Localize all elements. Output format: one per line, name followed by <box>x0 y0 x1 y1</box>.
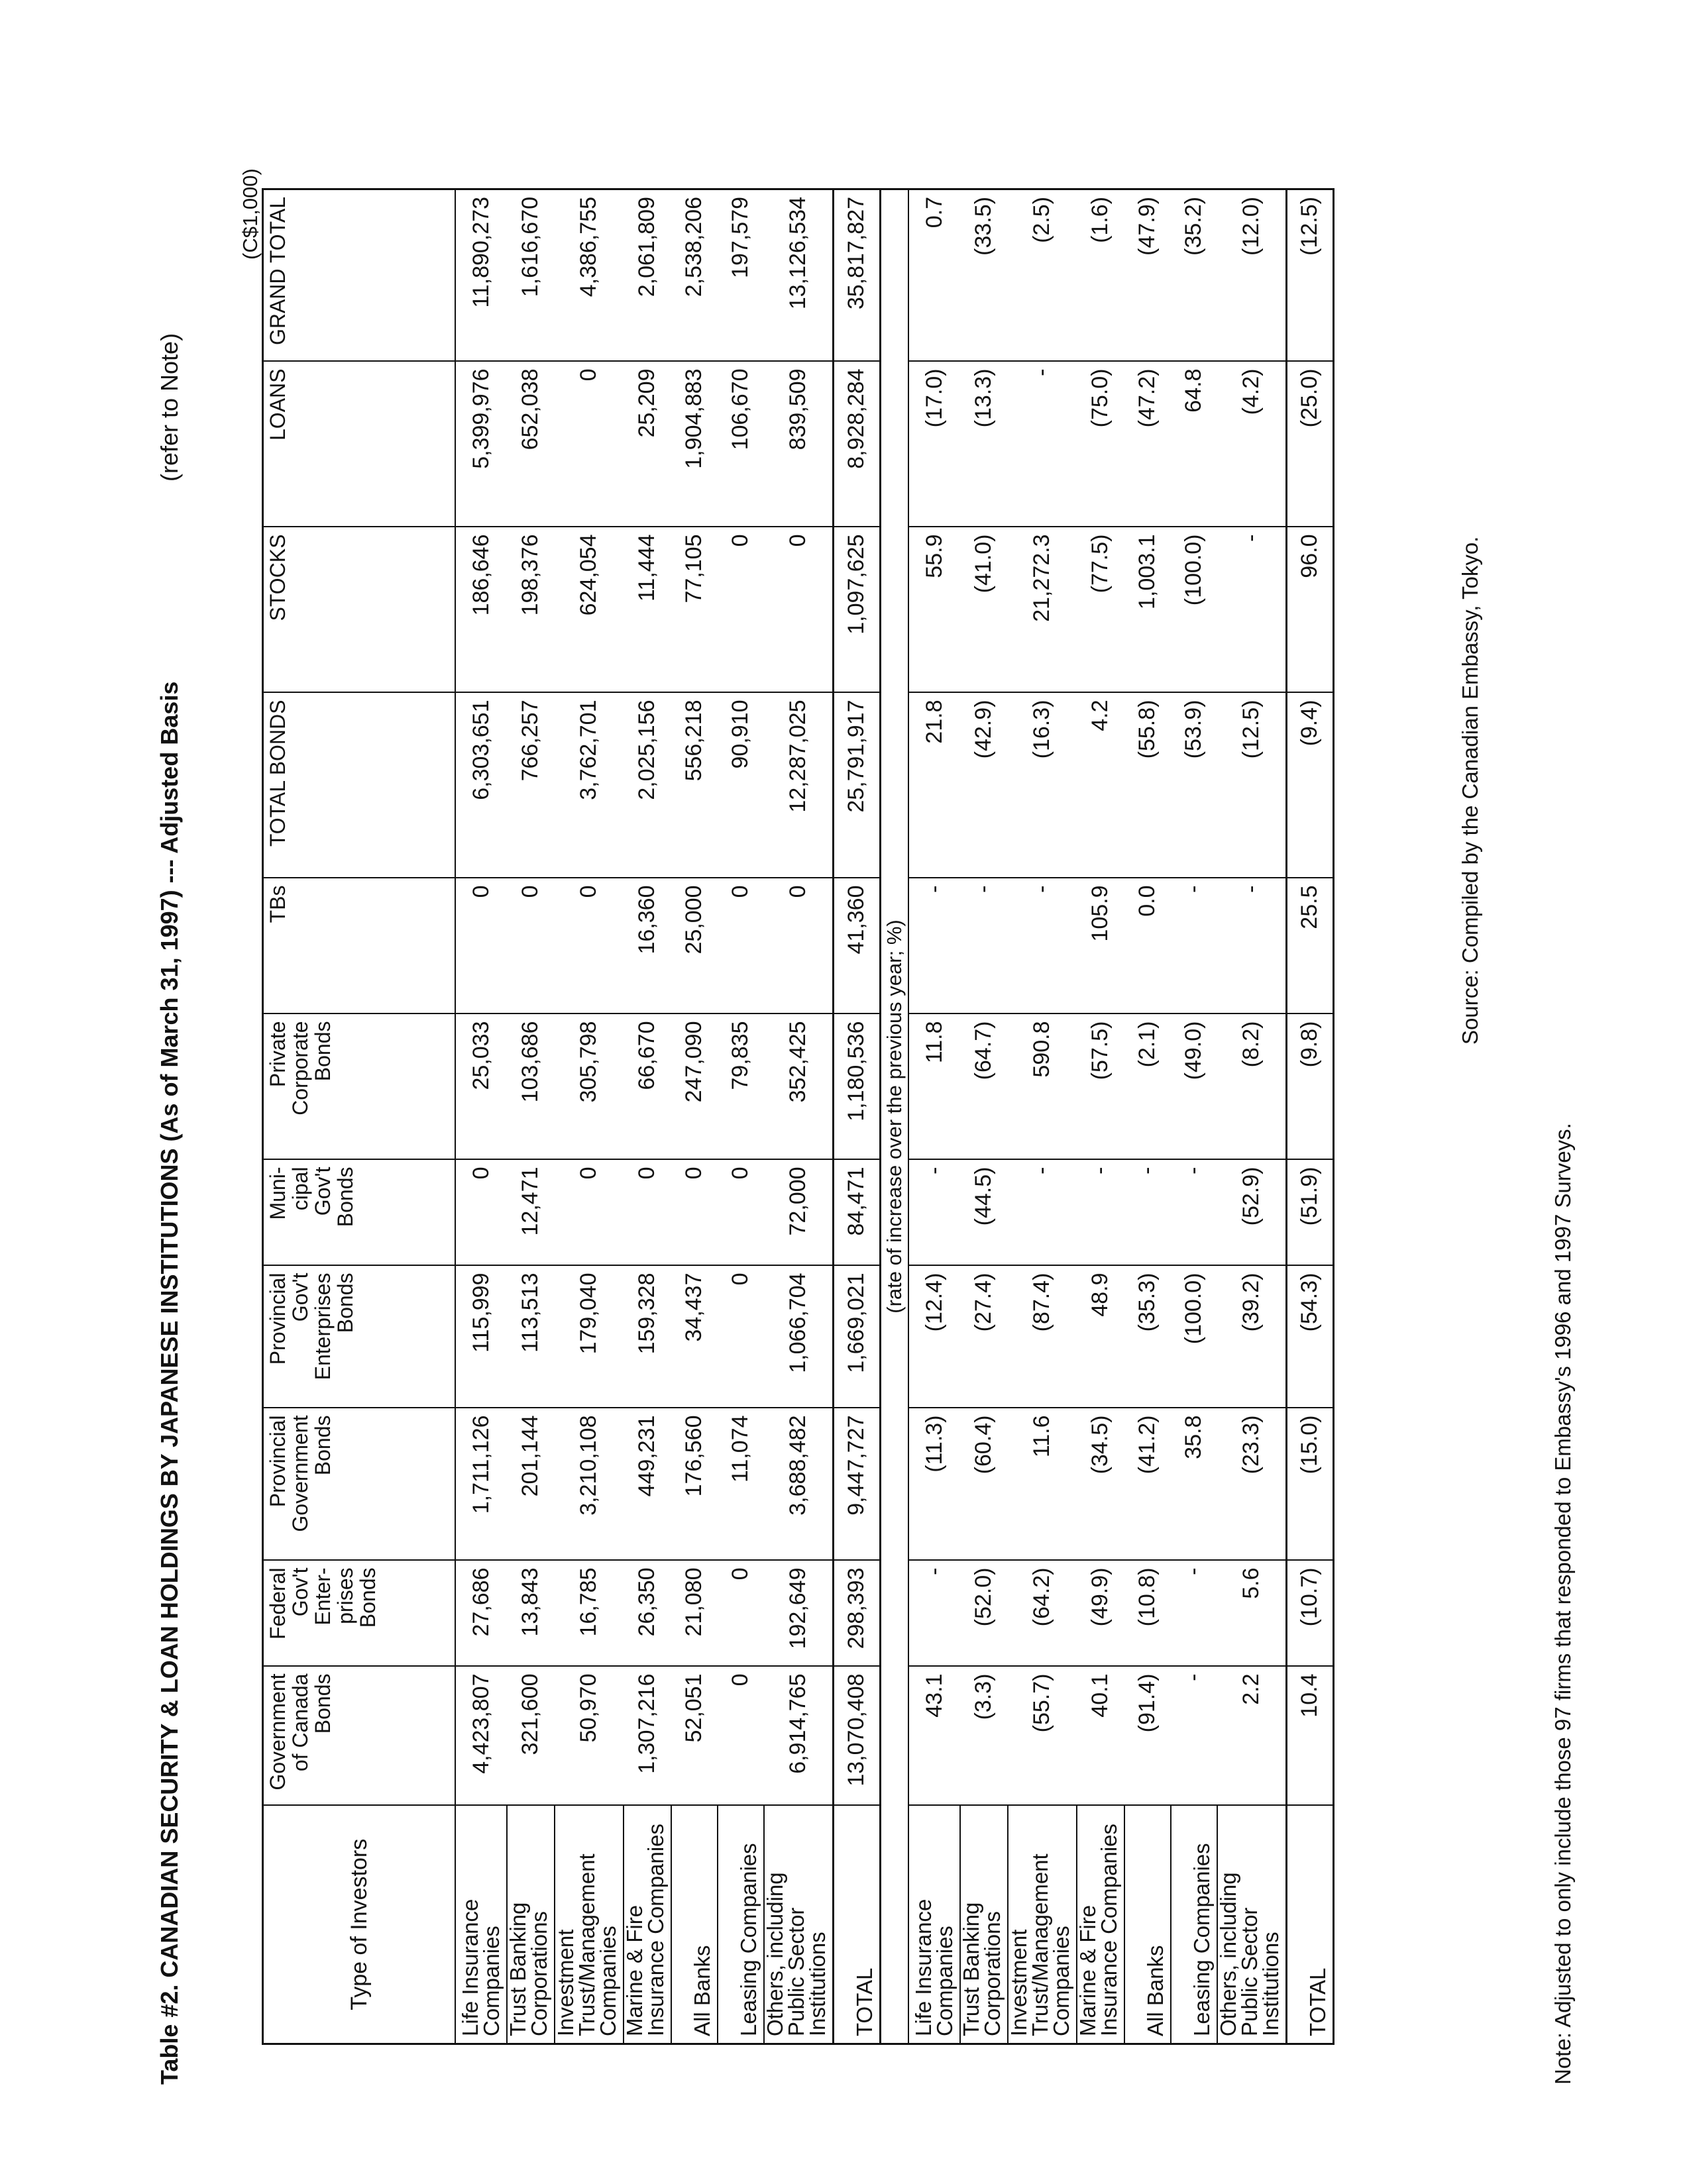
table-cell: 6,914,765 <box>764 1667 834 1806</box>
table-cell: (15.0) <box>1286 1408 1333 1561</box>
table-cell: (41.0) <box>960 527 1008 693</box>
table-cell: (54.3) <box>1286 1266 1333 1408</box>
table-cell: - <box>1077 1160 1124 1266</box>
table-cell: 0 <box>718 1160 764 1266</box>
table-cell: 5,399,976 <box>455 362 507 527</box>
table-cell: 25.5 <box>1286 878 1333 1014</box>
table-cell: 35.8 <box>1171 1408 1217 1561</box>
table-cell: 0 <box>764 878 834 1014</box>
table-cell: 652,038 <box>507 362 555 527</box>
table-cell: (42.9) <box>960 693 1008 878</box>
table-row <box>908 189 960 2044</box>
table-cell: 3,688,482 <box>764 1408 834 1561</box>
table-cell: (39.2) <box>1217 1266 1287 1408</box>
table-cell: 25,033 <box>455 1014 507 1160</box>
table-cell: - <box>908 1160 960 1266</box>
table-cell: 34,437 <box>671 1266 718 1408</box>
total-row <box>1286 189 1333 2044</box>
investor-label: TOTAL <box>833 1806 880 2044</box>
investor-label: Trust Banking Corporations <box>507 1806 555 2044</box>
table-cell: 21.8 <box>908 693 960 878</box>
table-row <box>455 189 507 2044</box>
table-cell: - <box>1008 1160 1077 1266</box>
table-cell: 5.6 <box>1217 1561 1287 1667</box>
table-cell: (16.3) <box>1008 693 1077 878</box>
note-reference: (refer to Note) <box>156 333 183 482</box>
investor-label: All Banks <box>671 1806 718 2044</box>
table-cell: (25.0) <box>1286 362 1333 527</box>
table-cell: 0 <box>455 1160 507 1266</box>
investor-label: Marine & Fire Insurance Companies <box>624 1806 671 2044</box>
table-cell: (44.5) <box>960 1160 1008 1266</box>
table-cell: 6,303,651 <box>455 693 507 878</box>
col-header-tbs: TBs <box>263 878 455 1014</box>
table-cell: - <box>908 878 960 1014</box>
investor-label: Investment Trust/Management Companies <box>555 1806 624 2044</box>
table-cell: 247,090 <box>671 1014 718 1160</box>
table-cell: (53.9) <box>1171 693 1217 878</box>
table-cell: (35.3) <box>1124 1266 1171 1408</box>
col-header-federal-enterprises: Federal Gov't Enter-prises Bonds <box>263 1561 455 1667</box>
col-header-loans: LOANS <box>263 362 455 527</box>
table-cell: (27.4) <box>960 1266 1008 1408</box>
investor-label: Others, including Public Sector Institutions <box>764 1806 834 2044</box>
table-cell: (64.2) <box>1008 1561 1077 1667</box>
table-cell: 10.4 <box>1286 1667 1333 1806</box>
table-cell: 11,444 <box>624 527 671 693</box>
table-cell: (41.2) <box>1124 1408 1171 1561</box>
table-cell: 13,126,534 <box>764 189 834 362</box>
table-cell: (64.7) <box>960 1014 1008 1160</box>
table-cell: 0 <box>718 527 764 693</box>
table-cell: (11.3) <box>908 1408 960 1561</box>
table-cell: 79,835 <box>718 1014 764 1160</box>
table-cell: 40.1 <box>1077 1667 1124 1806</box>
table-cell: 0 <box>624 1160 671 1266</box>
table-cell: - <box>1008 878 1077 1014</box>
table-cell: 1,904,883 <box>671 362 718 527</box>
table-row <box>718 189 764 2044</box>
table-cell: 298,393 <box>833 1561 880 1667</box>
table-cell: 21,080 <box>671 1561 718 1667</box>
table-cell: (47.9) <box>1124 189 1171 362</box>
table-cell: 1,616,670 <box>507 189 555 362</box>
table-cell: 4,423,807 <box>455 1667 507 1806</box>
adjustment-note: Note: Adjusted to only include those 97 firms that responded to Embassy's 1996 and 1997 Surveys. <box>1551 1123 1575 2085</box>
table-row <box>1077 189 1124 2044</box>
table-cell: 0 <box>555 878 624 1014</box>
investor-label: Leasing Companies <box>718 1806 764 2044</box>
table-cell: (8.2) <box>1217 1014 1287 1160</box>
table-cell: 11.6 <box>1008 1408 1077 1561</box>
table-cell: (52.0) <box>960 1561 1008 1667</box>
table-cell: (12.4) <box>908 1266 960 1408</box>
table-cell: 0 <box>555 362 624 527</box>
table-cell: 50,970 <box>555 1667 624 1806</box>
table-row <box>1124 189 1171 2044</box>
table-cell: 52,051 <box>671 1667 718 1806</box>
table-cell: 0 <box>671 1160 718 1266</box>
table-cell: 90,910 <box>718 693 764 878</box>
table-cell: 590.8 <box>1008 1014 1077 1160</box>
table-cell: 201,144 <box>507 1408 555 1561</box>
col-header-type: Type of Investors <box>263 1806 455 2044</box>
table-cell: 4,386,755 <box>555 189 624 362</box>
col-header-stocks: STOCKS <box>263 527 455 693</box>
investor-label: Others, including Public Sector Institutions <box>1217 1806 1287 2044</box>
investor-label: TOTAL <box>1286 1806 1333 2044</box>
table-cell: 1,097,625 <box>833 527 880 693</box>
table-cell: (33.5) <box>960 189 1008 362</box>
table-cell: 103,686 <box>507 1014 555 1160</box>
table-cell: 3,210,108 <box>555 1408 624 1561</box>
col-header-gov-canada: Government of Canada Bonds <box>263 1667 455 1806</box>
table-cell: 0 <box>718 1667 764 1806</box>
investor-label: Investment Trust/Management Companies <box>1008 1806 1077 2044</box>
investor-label: Leasing Companies <box>1171 1806 1217 2044</box>
table-cell: (49.0) <box>1171 1014 1217 1160</box>
table-cell: (17.0) <box>908 362 960 527</box>
table-cell: (1.6) <box>1077 189 1124 362</box>
table-cell: (49.9) <box>1077 1561 1124 1667</box>
table-cell: 1,180,536 <box>833 1014 880 1160</box>
table-row <box>764 189 834 2044</box>
table-row <box>1171 189 1217 2044</box>
table-cell: 13,843 <box>507 1561 555 1667</box>
col-header-grand-total: GRAND TOTAL <box>263 189 455 362</box>
table-cell: 198,376 <box>507 527 555 693</box>
table-cell: 35,817,827 <box>833 189 880 362</box>
table-cell: - <box>1171 1160 1217 1266</box>
table-cell: - <box>908 1561 960 1667</box>
table-cell: (52.9) <box>1217 1160 1287 1266</box>
table-cell: 77,105 <box>671 527 718 693</box>
table-cell: 0 <box>455 878 507 1014</box>
table-cell: 449,231 <box>624 1408 671 1561</box>
table-cell: (9.4) <box>1286 693 1333 878</box>
table-cell: 8,928,284 <box>833 362 880 527</box>
table-title <box>156 333 184 2085</box>
table-cell: 21,272.3 <box>1008 527 1077 693</box>
table-cell: 96.0 <box>1286 527 1333 693</box>
investor-label: Trust Banking Corporations <box>960 1806 1008 2044</box>
table-cell: 11,074 <box>718 1408 764 1561</box>
table-cell: - <box>1171 878 1217 1014</box>
table-cell: (77.5) <box>1077 527 1124 693</box>
table-row <box>507 189 555 2044</box>
table-cell: (10.8) <box>1124 1561 1171 1667</box>
table-cell: (23.3) <box>1217 1408 1287 1561</box>
table-cell: 0.7 <box>908 189 960 362</box>
table-cell: 9,447,727 <box>833 1408 880 1561</box>
table-cell: 0 <box>718 878 764 1014</box>
table-cell: 2.2 <box>1217 1667 1287 1806</box>
table-cell: 27,686 <box>455 1561 507 1667</box>
table-cell: (100.0) <box>1171 527 1217 693</box>
table-cell: (35.2) <box>1171 189 1217 362</box>
table-cell: - <box>1124 1160 1171 1266</box>
table-cell: 624,054 <box>555 527 624 693</box>
table-cell: 0.0 <box>1124 878 1171 1014</box>
table-cell: 0 <box>718 1561 764 1667</box>
table-row <box>555 189 624 2044</box>
table-cell: 105.9 <box>1077 878 1124 1014</box>
table-cell: (2.1) <box>1124 1014 1171 1160</box>
col-header-provincial-gov: Provincial Government Bonds <box>263 1408 455 1561</box>
table-cell: 179,040 <box>555 1266 624 1408</box>
table-cell: 305,798 <box>555 1014 624 1160</box>
table-cell: (2.5) <box>1008 189 1077 362</box>
table-cell: 72,000 <box>764 1160 834 1266</box>
table-cell: 4.2 <box>1077 693 1124 878</box>
table-cell: (47.2) <box>1124 362 1171 527</box>
source-note: Source: Compiled by the Canadian Embassy, Tokyo. <box>1458 536 1482 1045</box>
table-cell: 766,257 <box>507 693 555 878</box>
investor-label: Marine & Fire Insurance Companies <box>1077 1806 1124 2044</box>
table-cell: 12,471 <box>507 1160 555 1266</box>
table-cell: 159,328 <box>624 1266 671 1408</box>
table-cell: 41,360 <box>833 878 880 1014</box>
holdings-table <box>262 188 1335 2045</box>
table-cell: 176,560 <box>671 1408 718 1561</box>
col-header-provincial-enterprises: Provincial Gov't Enterprises Bonds <box>263 1266 455 1408</box>
table-cell: (13.3) <box>960 362 1008 527</box>
table-cell: (51.9) <box>1286 1160 1333 1266</box>
table-cell: - <box>1008 362 1077 527</box>
table-cell: 16,360 <box>624 878 671 1014</box>
table-cell: 26,350 <box>624 1561 671 1667</box>
table-cell: 13,070,408 <box>833 1667 880 1806</box>
unit-label: (C$1,000) <box>239 168 262 260</box>
table-cell: 48.9 <box>1077 1266 1124 1408</box>
table-cell: 186,646 <box>455 527 507 693</box>
table-cell: (75.0) <box>1077 362 1124 527</box>
rate-heading-row-cell: (rate of increase over the previous year; %) <box>880 189 908 2044</box>
table-cell: (60.4) <box>960 1408 1008 1561</box>
table-cell: 3,762,701 <box>555 693 624 878</box>
col-header-private-corporate: Private Corporate Bonds <box>263 1014 455 1160</box>
table-cell: 839,509 <box>764 362 834 527</box>
table-cell: 0 <box>507 878 555 1014</box>
header-row <box>263 189 455 2044</box>
table-row <box>1008 189 1077 2044</box>
table-cell: (9.8) <box>1286 1014 1333 1160</box>
table-cell: 106,670 <box>718 362 764 527</box>
table-row <box>671 189 718 2044</box>
table-row <box>960 189 1008 2044</box>
investor-label: Life Insurance Companies <box>908 1806 960 2044</box>
table-cell: (12.0) <box>1217 189 1287 362</box>
table-cell: - <box>1217 527 1287 693</box>
table-cell: 0 <box>718 1266 764 1408</box>
table-cell: 16,785 <box>555 1561 624 1667</box>
table-row <box>624 189 671 2044</box>
table-cell: 66,670 <box>624 1014 671 1160</box>
table-cell: 25,000 <box>671 878 718 1014</box>
col-header-municipal: Muni-cipal Gov't Bonds <box>263 1160 455 1266</box>
table-cell: 321,600 <box>507 1667 555 1806</box>
table-cell: (55.7) <box>1008 1667 1077 1806</box>
table-cell: 25,791,917 <box>833 693 880 878</box>
table-cell: - <box>960 878 1008 1014</box>
table-cell: 192,649 <box>764 1561 834 1667</box>
table-cell: (4.2) <box>1217 362 1287 527</box>
title-text: Table #2. CANADIAN SECURITY & LOAN HOLDINGS BY JAPANESE INSTITUTIONS (As of March 31, 1997) --- Adjusted Basis <box>156 681 183 2085</box>
table-cell: - <box>1171 1667 1217 1806</box>
table-cell: 84,471 <box>833 1160 880 1266</box>
table-cell: 1,669,021 <box>833 1266 880 1408</box>
table-cell: (55.8) <box>1124 693 1171 878</box>
table-cell: 0 <box>764 527 834 693</box>
table-cell: (3.3) <box>960 1667 1008 1806</box>
table-cell: 2,538,206 <box>671 189 718 362</box>
table-cell: 1,711,126 <box>455 1408 507 1561</box>
investor-label: Life Insurance Companies <box>455 1806 507 2044</box>
table-cell: 2,025,156 <box>624 693 671 878</box>
table-row <box>1217 189 1287 2044</box>
table-cell: (91.4) <box>1124 1667 1171 1806</box>
table-cell: (57.5) <box>1077 1014 1124 1160</box>
table-cell: 113,513 <box>507 1266 555 1408</box>
investor-label: All Banks <box>1124 1806 1171 2044</box>
table-cell: - <box>1217 878 1287 1014</box>
table-cell: 115,999 <box>455 1266 507 1408</box>
table-cell: - <box>1171 1561 1217 1667</box>
holdings-body <box>455 189 1334 2044</box>
table-cell: 1,066,704 <box>764 1266 834 1408</box>
col-header-total-bonds: TOTAL BONDS <box>263 693 455 878</box>
rate-heading-row <box>880 189 908 2044</box>
table-cell: 64.8 <box>1171 362 1217 527</box>
table-cell: 352,425 <box>764 1014 834 1160</box>
table-cell: (100.0) <box>1171 1266 1217 1408</box>
table-cell: (10.7) <box>1286 1561 1333 1667</box>
table-cell: (34.5) <box>1077 1408 1124 1561</box>
table-cell: 25,209 <box>624 362 671 527</box>
table-cell: 197,579 <box>718 189 764 362</box>
table-cell: 0 <box>555 1160 624 1266</box>
table-cell: 1,307,216 <box>624 1667 671 1806</box>
table-cell: 12,287,025 <box>764 693 834 878</box>
table-cell: 55.9 <box>908 527 960 693</box>
table-cell: 11.8 <box>908 1014 960 1160</box>
table-cell: 1,003.1 <box>1124 527 1171 693</box>
table-cell: 43.1 <box>908 1667 960 1806</box>
table-cell: 2,061,809 <box>624 189 671 362</box>
table-cell: 556,218 <box>671 693 718 878</box>
table-cell: (87.4) <box>1008 1266 1077 1408</box>
table-cell: (12.5) <box>1217 693 1287 878</box>
total-row <box>833 189 880 2044</box>
table-cell: (12.5) <box>1286 189 1333 362</box>
table-cell: 11,890,273 <box>455 189 507 362</box>
